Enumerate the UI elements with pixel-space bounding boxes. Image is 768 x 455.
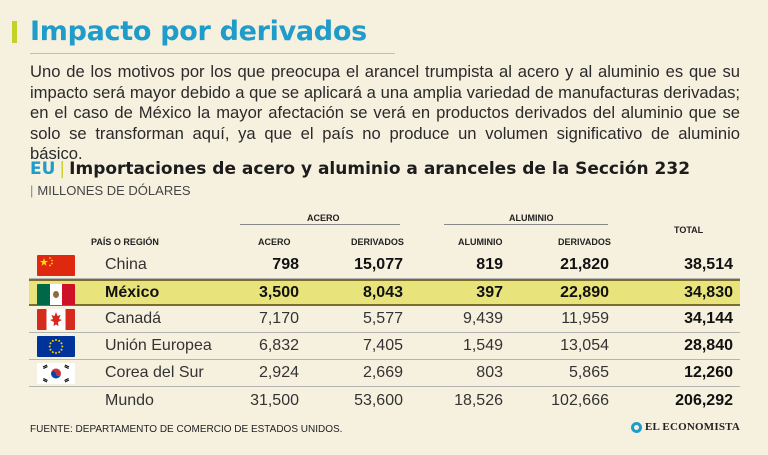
cell-total: 38,514 [684, 256, 733, 273]
cell-total: 206,292 [675, 391, 733, 409]
table-row-mexico [29, 279, 740, 306]
cell-region: Unión Europea [105, 337, 212, 354]
header-aluminio-derivados: DERIVADOS [558, 237, 611, 247]
cell-total: 34,144 [684, 310, 733, 327]
header-aluminio: ALUMINIO [458, 237, 503, 247]
cell-aluminio-derivados: 21,820 [560, 256, 609, 273]
cell-acero-derivados: 7,405 [362, 337, 403, 354]
cell-total: 12,260 [684, 364, 733, 381]
cell-acero: 3,500 [258, 283, 299, 301]
units-text: MILLONES DE DÓLARES [37, 183, 191, 198]
cell-acero: 798 [272, 256, 299, 273]
table-row-union-europea [29, 333, 740, 360]
units-label [30, 183, 191, 198]
title-accent-bar [12, 21, 17, 43]
cell-acero: 6,832 [258, 337, 299, 354]
table-row-mundo [29, 387, 740, 414]
cell-region: Canadá [105, 310, 162, 327]
cell-acero-derivados: 2,669 [362, 364, 403, 381]
south-korea-flag-icon [37, 363, 75, 384]
subtitle-text: Importaciones de acero y aluminio a aranceles de la Sección 232 [69, 159, 691, 179]
cell-aluminio: 819 [476, 256, 503, 273]
header-region: PAÍS O REGIÓN [91, 237, 159, 247]
cell-region: Mundo [105, 391, 154, 409]
source-note: FUENTE: DEPARTAMENTO DE COMERCIO DE ESTADOS UNIDOS. [30, 424, 343, 435]
cell-acero-derivados: 53,600 [354, 391, 403, 409]
cell-aluminio: 9,439 [462, 310, 503, 327]
cell-aluminio-derivados: 5,865 [568, 364, 609, 381]
logo-text: EL ECONOMISTA [645, 421, 740, 433]
header-group-aluminio: ALUMINIO [509, 213, 554, 223]
title-underline [30, 53, 395, 54]
units-bar: | [30, 183, 34, 198]
subtitle-separator: | [59, 159, 66, 179]
cell-aluminio-derivados: 11,959 [561, 310, 609, 327]
cell-aluminio: 18,526 [454, 391, 503, 409]
page-title: Impacto por derivados [30, 16, 367, 47]
group-line-aluminio [444, 224, 608, 225]
header-acero-derivados: DERIVADOS [351, 237, 404, 247]
cell-region: China [105, 256, 147, 273]
cell-aluminio-derivados: 22,890 [560, 283, 609, 301]
cell-acero-derivados: 5,577 [362, 310, 403, 327]
cell-acero: 31,500 [250, 391, 299, 409]
mexico-flag-icon [37, 284, 75, 305]
cell-acero-derivados: 15,077 [354, 256, 403, 273]
table-row-china [29, 252, 740, 279]
group-line-acero [240, 224, 400, 225]
cell-aluminio-derivados: 13,054 [560, 337, 609, 354]
cell-aluminio-derivados: 102,666 [551, 391, 609, 409]
cell-aluminio: 1,549 [462, 337, 503, 354]
cell-acero-derivados: 8,043 [362, 283, 403, 301]
table-row-canada [29, 306, 740, 333]
cell-aluminio: 397 [476, 283, 503, 301]
imports-table [29, 252, 740, 414]
cell-total: 28,840 [684, 337, 733, 354]
cell-region: Corea del Sur [105, 364, 204, 381]
logo-mark-icon [631, 422, 642, 433]
china-flag-icon [37, 255, 75, 276]
header-total: TOTAL [674, 225, 704, 235]
table-row-corea-del-sur [29, 360, 740, 387]
canada-flag-icon [37, 309, 75, 330]
table-subtitle [30, 159, 690, 179]
header-group-acero: ACERO [307, 213, 340, 223]
cell-acero: 2,924 [258, 364, 299, 381]
cell-region: México [105, 283, 160, 301]
header-acero: ACERO [258, 237, 291, 247]
cell-total: 34,830 [684, 283, 733, 301]
publisher-logo [631, 421, 740, 433]
cell-acero: 7,170 [258, 310, 299, 327]
intro-paragraph: Uno de los motivos por los que preocupa el arancel trumpista al acero y al aluminio es que su impacto será mayor debido a que se aplicará a una amplia variedad de manufacturas derivadas; en el caso de México la mayor afectación se verá en productos derivados del aluminio que se solo se transforman aquí, ya que el país no produce un volumen significativo de aluminio básico. [30, 62, 740, 163]
eu-flag-icon [37, 336, 75, 357]
subtitle-region: EU [30, 159, 56, 179]
cell-aluminio: 803 [476, 364, 503, 381]
